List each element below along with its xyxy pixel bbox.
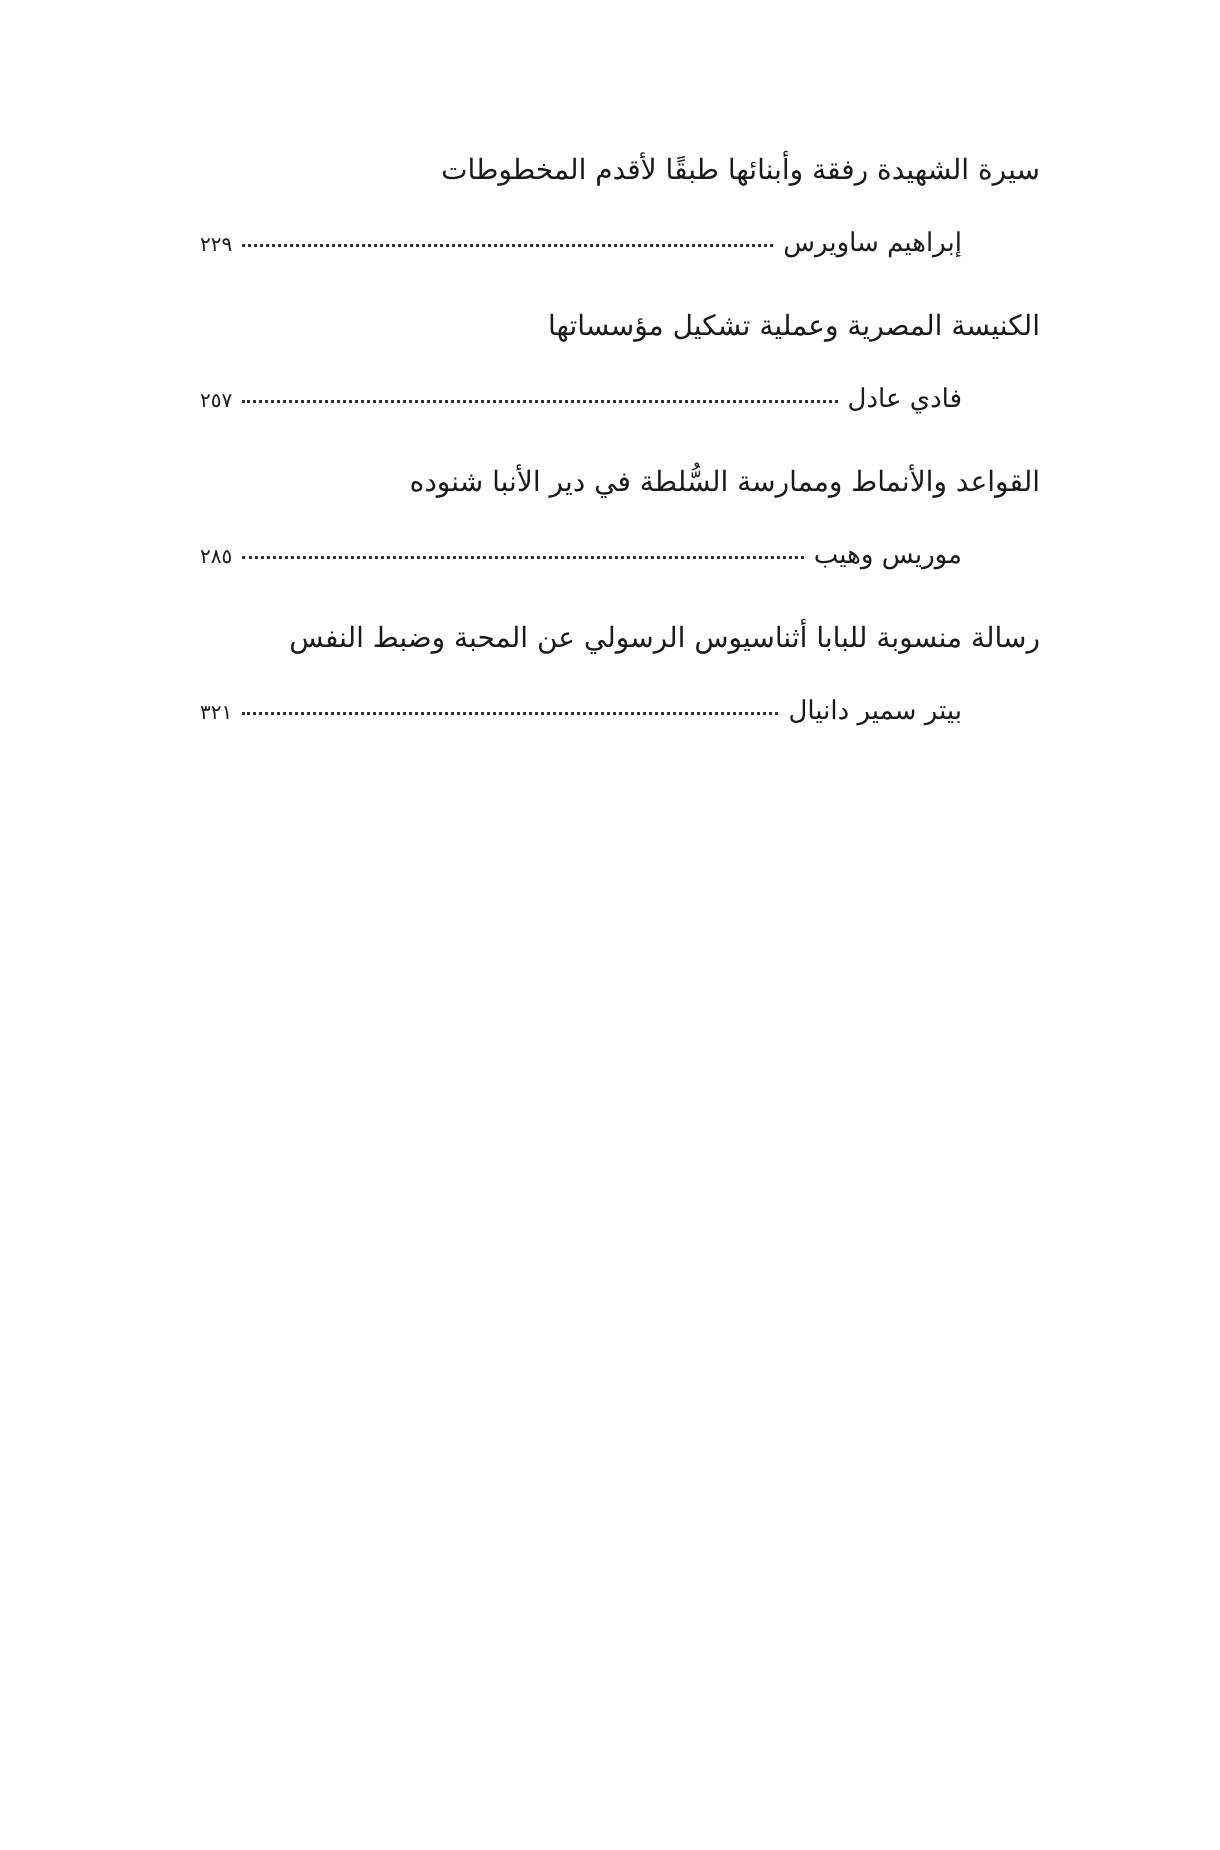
toc-entry <box>200 304 1040 422</box>
entry-author: بيتر سمير دانيال <box>788 696 962 726</box>
entry-author-line <box>200 688 1040 734</box>
entry-page-number: ٢٥٧ <box>200 388 233 412</box>
dot-leader <box>242 556 804 559</box>
toc-entry <box>200 148 1040 266</box>
entry-title: رسالة منسوبة للبابا أثناسيوس الرسولي عن المحبة وضبط النفس <box>289 621 1040 654</box>
entry-page-number: ٢٨٥ <box>200 544 233 568</box>
entry-author: موريس وهيب <box>813 540 962 570</box>
entry-author-line <box>200 376 1040 422</box>
entry-author: إبراهيم ساويرس <box>783 228 962 258</box>
entry-page-number: ٢٢٩ <box>200 232 233 256</box>
toc-entry <box>200 616 1040 734</box>
dot-leader <box>242 400 837 403</box>
entry-author-line <box>200 532 1040 578</box>
entry-title: سيرة الشهيدة رفقة وأبنائها طبقًا لأقدم المخطوطات <box>441 153 1040 186</box>
toc-entry <box>200 460 1040 578</box>
dot-leader <box>242 244 773 247</box>
entry-title: القواعد والأنماط وممارسة السُّلطة في دير الأنبا شنوده <box>409 465 1040 498</box>
entry-page-number: ٣٢١ <box>200 700 233 724</box>
dot-leader <box>242 712 778 715</box>
entry-author: فادي عادل <box>847 384 962 414</box>
entry-title: الكنيسة المصرية وعملية تشكيل مؤسساتها <box>548 309 1040 342</box>
table-of-contents <box>200 148 1040 772</box>
entry-author-line <box>200 220 1040 266</box>
